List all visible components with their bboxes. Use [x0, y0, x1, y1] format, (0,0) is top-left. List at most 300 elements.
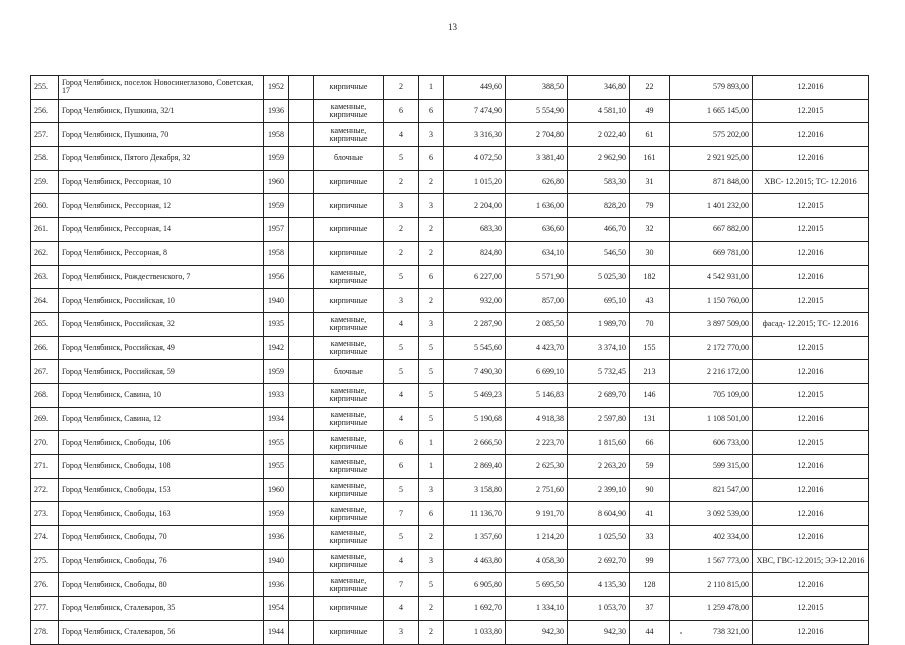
- table-row: [31, 383, 869, 407]
- entrances-cell: 2: [419, 597, 444, 621]
- cost-cell: 3 897 509,00: [670, 312, 753, 336]
- premises-area-cell: 5 695,50: [506, 573, 568, 597]
- premises-area-cell: 9 191,70: [506, 502, 568, 526]
- cost-cell: 821 547,00: [670, 478, 753, 502]
- address-cell: Город Челябинск, Сталеваров, 35: [59, 597, 264, 621]
- entrances-cell: 3: [419, 194, 444, 218]
- entrances-cell: 5: [419, 360, 444, 384]
- table-row: [31, 455, 869, 479]
- repair-term-cell: 12.2015: [753, 431, 869, 455]
- entrances-cell: 3: [419, 123, 444, 147]
- cost-cell: 2 172 770,00: [670, 336, 753, 360]
- residential-area-cell: 4 581,10: [568, 99, 630, 123]
- floors-cell: 6: [384, 431, 419, 455]
- empty-cell: [289, 549, 314, 573]
- table-row: [31, 147, 869, 171]
- table-row: [31, 241, 869, 265]
- row-number: 257.: [31, 123, 59, 147]
- cost-cell: 2 110 815,00: [670, 573, 753, 597]
- repair-term-cell: ХВС- 12.2015; ТС- 12.2016: [753, 170, 869, 194]
- wall-material-cell: кирпичные: [314, 597, 384, 621]
- premises-area-cell: 5 554,90: [506, 99, 568, 123]
- premises-area-cell: 1 214,20: [506, 526, 568, 550]
- residents-cell: 49: [630, 99, 670, 123]
- entrances-cell: 3: [419, 478, 444, 502]
- premises-area-cell: 2 704,80: [506, 123, 568, 147]
- total-area-cell: 6 905,80: [444, 573, 506, 597]
- total-area-cell: 5 190,68: [444, 407, 506, 431]
- cost-cell: 667 882,00: [670, 218, 753, 242]
- repair-term-cell: 12.2015: [753, 597, 869, 621]
- year-cell: 1955: [264, 431, 289, 455]
- residential-area-cell: 546,50: [568, 241, 630, 265]
- table-row: [31, 407, 869, 431]
- year-cell: 1959: [264, 360, 289, 384]
- residents-cell: 155: [630, 336, 670, 360]
- address-cell: Город Челябинск, Савина, 10: [59, 383, 264, 407]
- floors-cell: 3: [384, 289, 419, 313]
- residential-area-cell: 8 604,90: [568, 502, 630, 526]
- entrances-cell: 2: [419, 241, 444, 265]
- table-row: [31, 597, 869, 621]
- address-cell: Город Челябинск, Свободы, 80: [59, 573, 264, 597]
- row-number: 265.: [31, 312, 59, 336]
- residents-cell: 182: [630, 265, 670, 289]
- address-cell: Город Челябинск, Свободы, 70: [59, 526, 264, 550]
- cost-cell: 606 733,00: [670, 431, 753, 455]
- cost-cell: 1 259 478,00: [670, 597, 753, 621]
- residential-area-cell: 1 025,50: [568, 526, 630, 550]
- residential-area-cell: 1 053,70: [568, 597, 630, 621]
- total-area-cell: 1 033,80: [444, 620, 506, 644]
- empty-cell: [289, 99, 314, 123]
- row-number: 255.: [31, 76, 59, 100]
- cost-cell: 1 150 760,00: [670, 289, 753, 313]
- year-cell: 1940: [264, 549, 289, 573]
- address-cell: Город Челябинск, Пятого Декабря, 32: [59, 147, 264, 171]
- entrances-cell: 1: [419, 431, 444, 455]
- cost-cell: 579 893,00: [670, 76, 753, 100]
- table-row: [31, 194, 869, 218]
- table-row: [31, 218, 869, 242]
- wall-material-cell: каменные, кирпичные: [314, 431, 384, 455]
- floors-cell: 5: [384, 478, 419, 502]
- row-number: 272.: [31, 478, 59, 502]
- premises-area-cell: 2 085,50: [506, 312, 568, 336]
- cost-cell: 738 321,00: [670, 620, 753, 644]
- total-area-cell: 4 072,50: [444, 147, 506, 171]
- empty-cell: [289, 265, 314, 289]
- year-cell: 1960: [264, 170, 289, 194]
- repair-term-cell: 12.2016: [753, 526, 869, 550]
- row-number: 264.: [31, 289, 59, 313]
- cost-cell: 402 334,00: [670, 526, 753, 550]
- residential-area-cell: 695,10: [568, 289, 630, 313]
- wall-material-cell: каменные, кирпичные: [314, 123, 384, 147]
- entrances-cell: 5: [419, 383, 444, 407]
- empty-cell: [289, 76, 314, 100]
- address-cell: Город Челябинск, поселок Новосинеглазово, Советская, 17: [59, 76, 264, 100]
- repair-term-cell: 12.2016: [753, 478, 869, 502]
- empty-cell: [289, 597, 314, 621]
- address-cell: Город Челябинск, Российская, 32: [59, 312, 264, 336]
- premises-area-cell: 626,80: [506, 170, 568, 194]
- premises-area-cell: 4 423,70: [506, 336, 568, 360]
- premises-area-cell: 1 636,00: [506, 194, 568, 218]
- wall-material-cell: кирпичные: [314, 76, 384, 100]
- year-cell: 1936: [264, 573, 289, 597]
- floors-cell: 5: [384, 360, 419, 384]
- address-cell: Город Челябинск, Рождественского, 7: [59, 265, 264, 289]
- residents-cell: 37: [630, 597, 670, 621]
- repair-term-cell: 12.2016: [753, 407, 869, 431]
- premises-area-cell: 388,50: [506, 76, 568, 100]
- residents-cell: 90: [630, 478, 670, 502]
- premises-area-cell: 2 751,60: [506, 478, 568, 502]
- year-cell: 1959: [264, 147, 289, 171]
- floors-cell: 4: [384, 597, 419, 621]
- entrances-cell: 1: [419, 455, 444, 479]
- floors-cell: 5: [384, 336, 419, 360]
- wall-material-cell: кирпичные: [314, 620, 384, 644]
- entrances-cell: 2: [419, 620, 444, 644]
- cost-cell: 599 315,00: [670, 455, 753, 479]
- floors-cell: 5: [384, 265, 419, 289]
- year-cell: 1960: [264, 478, 289, 502]
- residents-cell: 146: [630, 383, 670, 407]
- empty-cell: [289, 147, 314, 171]
- repair-term-cell: 12.2015: [753, 289, 869, 313]
- year-cell: 1944: [264, 620, 289, 644]
- floors-cell: 4: [384, 383, 419, 407]
- page-number: 13: [448, 22, 457, 32]
- repair-term-cell: 12.2016: [753, 455, 869, 479]
- entrances-cell: 6: [419, 99, 444, 123]
- empty-cell: [289, 383, 314, 407]
- entrances-cell: 5: [419, 573, 444, 597]
- table-row: [31, 99, 869, 123]
- floors-cell: 4: [384, 312, 419, 336]
- year-cell: 1956: [264, 265, 289, 289]
- total-area-cell: 2 287,90: [444, 312, 506, 336]
- empty-cell: [289, 455, 314, 479]
- address-cell: Город Челябинск, Свободы, 106: [59, 431, 264, 455]
- year-cell: 1933: [264, 383, 289, 407]
- total-area-cell: 5 469,23: [444, 383, 506, 407]
- premises-area-cell: 2 223,70: [506, 431, 568, 455]
- address-cell: Город Челябинск, Российская, 59: [59, 360, 264, 384]
- table-row: [31, 123, 869, 147]
- row-number: 270.: [31, 431, 59, 455]
- premises-area-cell: 857,00: [506, 289, 568, 313]
- empty-cell: [289, 336, 314, 360]
- repair-term-cell: 12.2015: [753, 383, 869, 407]
- total-area-cell: 932,00: [444, 289, 506, 313]
- entrances-cell: 6: [419, 502, 444, 526]
- year-cell: 1940: [264, 289, 289, 313]
- residents-cell: 99: [630, 549, 670, 573]
- residential-area-cell: 3 374,10: [568, 336, 630, 360]
- address-cell: Город Челябинск, Рессорная, 12: [59, 194, 264, 218]
- repair-term-cell: 12.2016: [753, 502, 869, 526]
- total-area-cell: 7 490,30: [444, 360, 506, 384]
- repair-term-cell: 12.2016: [753, 123, 869, 147]
- table-row: [31, 478, 869, 502]
- table-row: [31, 549, 869, 573]
- floors-cell: 7: [384, 573, 419, 597]
- residential-area-cell: 2 263,20: [568, 455, 630, 479]
- residents-cell: 59: [630, 455, 670, 479]
- year-cell: 1934: [264, 407, 289, 431]
- repair-term-cell: 12.2016: [753, 360, 869, 384]
- premises-area-cell: 5 146,83: [506, 383, 568, 407]
- wall-material-cell: блочные: [314, 147, 384, 171]
- row-number: 278.: [31, 620, 59, 644]
- table-row: [31, 76, 869, 100]
- housing-repair-table: [30, 75, 869, 645]
- empty-cell: [289, 478, 314, 502]
- residents-cell: 213: [630, 360, 670, 384]
- wall-material-cell: каменные, кирпичные: [314, 478, 384, 502]
- row-number: 261.: [31, 218, 59, 242]
- residential-area-cell: 1 989,70: [568, 312, 630, 336]
- total-area-cell: 2 869,40: [444, 455, 506, 479]
- year-cell: 1936: [264, 99, 289, 123]
- empty-cell: [289, 573, 314, 597]
- floors-cell: 6: [384, 99, 419, 123]
- wall-material-cell: каменные, кирпичные: [314, 265, 384, 289]
- total-area-cell: 3 316,30: [444, 123, 506, 147]
- entrances-cell: 5: [419, 336, 444, 360]
- row-number: 269.: [31, 407, 59, 431]
- residential-area-cell: 5 732,45: [568, 360, 630, 384]
- wall-material-cell: каменные, кирпичные: [314, 502, 384, 526]
- cost-cell: 4 542 931,00: [670, 265, 753, 289]
- total-area-cell: 2 666,50: [444, 431, 506, 455]
- residents-cell: 44: [630, 620, 670, 644]
- address-cell: Город Челябинск, Савина, 12: [59, 407, 264, 431]
- empty-cell: [289, 194, 314, 218]
- total-area-cell: 5 545,60: [444, 336, 506, 360]
- premises-area-cell: 4 918,38: [506, 407, 568, 431]
- wall-material-cell: кирпичные: [314, 170, 384, 194]
- residents-cell: 32: [630, 218, 670, 242]
- wall-material-cell: каменные, кирпичные: [314, 383, 384, 407]
- wall-material-cell: кирпичные: [314, 289, 384, 313]
- row-number: 274.: [31, 526, 59, 550]
- total-area-cell: 683,30: [444, 218, 506, 242]
- floors-cell: 2: [384, 76, 419, 100]
- residential-area-cell: 466,70: [568, 218, 630, 242]
- year-cell: 1935: [264, 312, 289, 336]
- floors-cell: 3: [384, 194, 419, 218]
- total-area-cell: 3 158,80: [444, 478, 506, 502]
- floors-cell: 5: [384, 147, 419, 171]
- residential-area-cell: 2 399,10: [568, 478, 630, 502]
- cost-cell: 1 567 773,00: [670, 549, 753, 573]
- total-area-cell: 1 692,70: [444, 597, 506, 621]
- row-number: 262.: [31, 241, 59, 265]
- entrances-cell: 2: [419, 289, 444, 313]
- floors-cell: 2: [384, 218, 419, 242]
- row-number: 258.: [31, 147, 59, 171]
- year-cell: 1942: [264, 336, 289, 360]
- address-cell: Город Челябинск, Российская, 10: [59, 289, 264, 313]
- wall-material-cell: кирпичные: [314, 241, 384, 265]
- repair-term-cell: 12.2016: [753, 147, 869, 171]
- cost-cell: 575 202,00: [670, 123, 753, 147]
- total-area-cell: 6 227,00: [444, 265, 506, 289]
- wall-material-cell: каменные, кирпичные: [314, 336, 384, 360]
- address-cell: Город Челябинск, Сталеваров, 56: [59, 620, 264, 644]
- floors-cell: 5: [384, 526, 419, 550]
- wall-material-cell: каменные, кирпичные: [314, 312, 384, 336]
- empty-cell: [289, 502, 314, 526]
- residential-area-cell: 346,80: [568, 76, 630, 100]
- residents-cell: 79: [630, 194, 670, 218]
- floors-cell: 6: [384, 455, 419, 479]
- year-cell: 1954: [264, 597, 289, 621]
- residents-cell: 61: [630, 123, 670, 147]
- cost-cell: 2 921 925,00: [670, 147, 753, 171]
- premises-area-cell: 3 381,40: [506, 147, 568, 171]
- residential-area-cell: 5 025,30: [568, 265, 630, 289]
- residential-area-cell: 942,30: [568, 620, 630, 644]
- wall-material-cell: кирпичные: [314, 194, 384, 218]
- residential-area-cell: 2 597,80: [568, 407, 630, 431]
- repair-term-cell: 12.2016: [753, 241, 869, 265]
- year-cell: 1952: [264, 76, 289, 100]
- repair-term-cell: ХВС, ГВС-12.2015; ЭЭ-12.2016: [753, 549, 869, 573]
- empty-cell: [289, 407, 314, 431]
- table-row: [31, 312, 869, 336]
- premises-area-cell: 1 334,10: [506, 597, 568, 621]
- cost-cell: 705 109,00: [670, 383, 753, 407]
- residential-area-cell: 4 135,30: [568, 573, 630, 597]
- table-row: [31, 526, 869, 550]
- premises-area-cell: 942,30: [506, 620, 568, 644]
- table-row: [31, 336, 869, 360]
- row-number: 276.: [31, 573, 59, 597]
- residential-area-cell: 2 022,40: [568, 123, 630, 147]
- empty-cell: [289, 312, 314, 336]
- empty-cell: [289, 123, 314, 147]
- wall-material-cell: блочные: [314, 360, 384, 384]
- address-cell: Город Челябинск, Свободы, 76: [59, 549, 264, 573]
- row-number: 267.: [31, 360, 59, 384]
- residents-cell: 41: [630, 502, 670, 526]
- entrances-cell: 6: [419, 147, 444, 171]
- table-row: [31, 573, 869, 597]
- residents-cell: 131: [630, 407, 670, 431]
- table-row: [31, 360, 869, 384]
- premises-area-cell: 634,10: [506, 241, 568, 265]
- address-cell: Город Челябинск, Рессорная, 10: [59, 170, 264, 194]
- address-cell: Город Челябинск, Рессорная, 8: [59, 241, 264, 265]
- empty-cell: [289, 620, 314, 644]
- total-area-cell: 824,80: [444, 241, 506, 265]
- table-row: [31, 289, 869, 313]
- floors-cell: 4: [384, 549, 419, 573]
- empty-cell: [289, 289, 314, 313]
- premises-area-cell: 6 699,10: [506, 360, 568, 384]
- residents-cell: 33: [630, 526, 670, 550]
- premises-area-cell: 636,60: [506, 218, 568, 242]
- table-row: [31, 502, 869, 526]
- total-area-cell: 449,60: [444, 76, 506, 100]
- entrances-cell: 2: [419, 526, 444, 550]
- total-area-cell: 7 474,90: [444, 99, 506, 123]
- cost-cell: 1 665 145,00: [670, 99, 753, 123]
- residents-cell: 128: [630, 573, 670, 597]
- empty-cell: [289, 170, 314, 194]
- total-area-cell: 1 357,60: [444, 526, 506, 550]
- wall-material-cell: каменные, кирпичные: [314, 99, 384, 123]
- year-cell: 1957: [264, 218, 289, 242]
- year-cell: 1936: [264, 526, 289, 550]
- wall-material-cell: каменные, кирпичные: [314, 573, 384, 597]
- residents-cell: 70: [630, 312, 670, 336]
- residents-cell: 66: [630, 431, 670, 455]
- floors-cell: 3: [384, 620, 419, 644]
- residents-cell: 161: [630, 147, 670, 171]
- entrances-cell: 3: [419, 549, 444, 573]
- entrances-cell: 2: [419, 170, 444, 194]
- row-number: 263.: [31, 265, 59, 289]
- cost-cell: 669 781,00: [670, 241, 753, 265]
- row-number: 277.: [31, 597, 59, 621]
- premises-area-cell: 5 571,90: [506, 265, 568, 289]
- year-cell: 1955: [264, 455, 289, 479]
- table-row: [31, 431, 869, 455]
- repair-term-cell: 12.2016: [753, 265, 869, 289]
- row-number: 273.: [31, 502, 59, 526]
- repair-term-cell: 12.2016: [753, 620, 869, 644]
- address-cell: Город Челябинск, Пушкина, 32/1: [59, 99, 264, 123]
- floors-cell: 4: [384, 407, 419, 431]
- wall-material-cell: каменные, кирпичные: [314, 407, 384, 431]
- cost-cell: 871 848,00: [670, 170, 753, 194]
- total-area-cell: 4 463,80: [444, 549, 506, 573]
- entrances-cell: 3: [419, 312, 444, 336]
- empty-cell: [289, 218, 314, 242]
- repair-term-cell: 12.2015: [753, 336, 869, 360]
- row-number: 266.: [31, 336, 59, 360]
- total-area-cell: 1 015,20: [444, 170, 506, 194]
- wall-material-cell: каменные, кирпичные: [314, 526, 384, 550]
- cost-cell: 2 216 172,00: [670, 360, 753, 384]
- row-number: 275.: [31, 549, 59, 573]
- table-row: [31, 170, 869, 194]
- floors-cell: 2: [384, 170, 419, 194]
- wall-material-cell: каменные, кирпичные: [314, 549, 384, 573]
- total-area-cell: 2 204,00: [444, 194, 506, 218]
- residential-area-cell: 1 815,60: [568, 431, 630, 455]
- address-cell: Город Челябинск, Свободы, 163: [59, 502, 264, 526]
- residential-area-cell: 828,20: [568, 194, 630, 218]
- residents-cell: 30: [630, 241, 670, 265]
- residential-area-cell: 2 962,90: [568, 147, 630, 171]
- row-number: 260.: [31, 194, 59, 218]
- scan-artifact: [680, 632, 682, 634]
- cost-cell: 3 092 539,00: [670, 502, 753, 526]
- address-cell: Город Челябинск, Пушкина, 70: [59, 123, 264, 147]
- entrances-cell: 5: [419, 407, 444, 431]
- empty-cell: [289, 431, 314, 455]
- entrances-cell: 1: [419, 76, 444, 100]
- residential-area-cell: 583,30: [568, 170, 630, 194]
- year-cell: 1959: [264, 502, 289, 526]
